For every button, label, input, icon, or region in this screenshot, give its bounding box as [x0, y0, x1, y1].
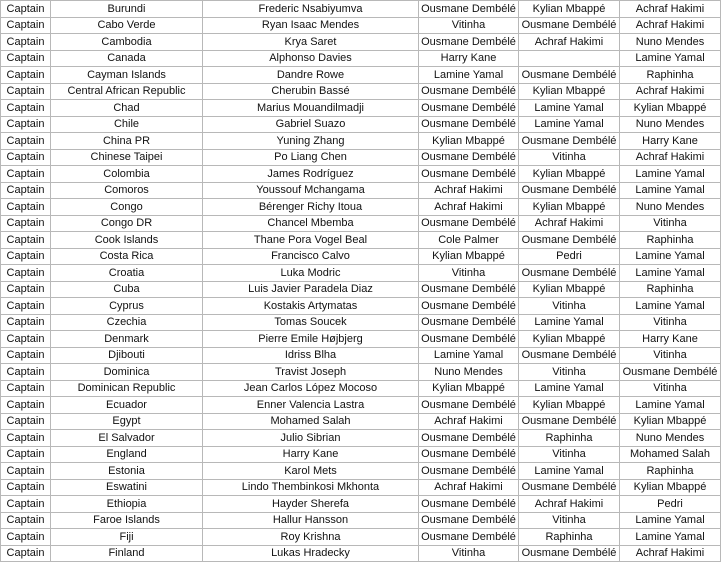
cell-pick2: Achraf Hakimi	[519, 496, 620, 513]
cell-team: Cambodia	[51, 34, 203, 51]
cell-role: Captain	[1, 265, 51, 282]
cell-pick1: Ousmane Dembélé	[419, 463, 519, 480]
cell-player: Po Liang Chen	[203, 149, 419, 166]
cell-player: Jean Carlos López Mocoso	[203, 380, 419, 397]
cell-player: James Rodríguez	[203, 166, 419, 183]
cell-player: Roy Krishna	[203, 529, 419, 546]
table-row	[1, 50, 721, 67]
cell-pick3: Achraf Hakimi	[620, 83, 721, 100]
cell-pick2: Vitinha	[519, 512, 620, 529]
cell-pick2: Raphinha	[519, 529, 620, 546]
cell-role: Captain	[1, 83, 51, 100]
cell-pick1: Lamine Yamal	[419, 347, 519, 364]
cell-team: Cabo Verde	[51, 17, 203, 34]
cell-role: Captain	[1, 364, 51, 381]
cell-pick1: Harry Kane	[419, 50, 519, 67]
cell-pick1: Cole Palmer	[419, 232, 519, 249]
cell-pick3: Vitinha	[620, 314, 721, 331]
cell-team: Cyprus	[51, 298, 203, 315]
cell-role: Captain	[1, 298, 51, 315]
cell-role: Captain	[1, 248, 51, 265]
cell-pick1: Kylian Mbappé	[419, 380, 519, 397]
cell-player: Francisco Calvo	[203, 248, 419, 265]
cell-pick3: Nuno Mendes	[620, 116, 721, 133]
cell-pick1: Ousmane Dembélé	[419, 83, 519, 100]
cell-role: Captain	[1, 496, 51, 513]
cell-pick3: Kylian Mbappé	[620, 413, 721, 430]
cell-role: Captain	[1, 281, 51, 298]
cell-pick3: Nuno Mendes	[620, 199, 721, 216]
cell-pick1: Ousmane Dembélé	[419, 281, 519, 298]
cell-team: Central African Republic	[51, 83, 203, 100]
cell-team: Fiji	[51, 529, 203, 546]
table-row	[1, 281, 721, 298]
cell-pick3: Raphinha	[620, 232, 721, 249]
table-row	[1, 149, 721, 166]
cell-team: Dominican Republic	[51, 380, 203, 397]
cell-pick3: Mohamed Salah	[620, 446, 721, 463]
table-row	[1, 397, 721, 414]
table-row	[1, 116, 721, 133]
cell-player: Gabriel Suazo	[203, 116, 419, 133]
cell-role: Captain	[1, 512, 51, 529]
cell-pick2: Pedri	[519, 248, 620, 265]
cell-player: Tomas Soucek	[203, 314, 419, 331]
cell-role: Captain	[1, 347, 51, 364]
cell-player: Thane Pora Vogel Beal	[203, 232, 419, 249]
table-row	[1, 100, 721, 117]
cell-pick3: Raphinha	[620, 463, 721, 480]
table-row	[1, 364, 721, 381]
cell-pick1: Ousmane Dembélé	[419, 314, 519, 331]
cell-pick2: Ousmane Dembélé	[519, 133, 620, 150]
cell-pick3: Lamine Yamal	[620, 182, 721, 199]
cell-pick1: Lamine Yamal	[419, 67, 519, 84]
table-row	[1, 133, 721, 150]
cell-team: Croatia	[51, 265, 203, 282]
cell-pick2: Ousmane Dembélé	[519, 265, 620, 282]
table-row	[1, 545, 721, 562]
table-row	[1, 479, 721, 496]
cell-pick2: Kylian Mbappé	[519, 397, 620, 414]
cell-player: Frederic Nsabiyumva	[203, 1, 419, 18]
cell-team: Congo DR	[51, 215, 203, 232]
cell-role: Captain	[1, 182, 51, 199]
cell-pick1: Ousmane Dembélé	[419, 1, 519, 18]
cell-player: Hayder Sherefa	[203, 496, 419, 513]
cell-role: Captain	[1, 413, 51, 430]
cell-pick2: Ousmane Dembélé	[519, 347, 620, 364]
cell-role: Captain	[1, 17, 51, 34]
table-row	[1, 248, 721, 265]
cell-role: Captain	[1, 479, 51, 496]
cell-pick1: Ousmane Dembélé	[419, 446, 519, 463]
cell-player: Lindo Thembinkosi Mkhonta	[203, 479, 419, 496]
cell-pick2: Ousmane Dembélé	[519, 545, 620, 562]
cell-pick2: Ousmane Dembélé	[519, 17, 620, 34]
cell-role: Captain	[1, 149, 51, 166]
cell-team: Faroe Islands	[51, 512, 203, 529]
cell-pick1: Ousmane Dembélé	[419, 512, 519, 529]
cell-pick2: Achraf Hakimi	[519, 34, 620, 51]
cell-pick3: Achraf Hakimi	[620, 545, 721, 562]
cell-player: Bérenger Richy Itoua	[203, 199, 419, 216]
cell-pick2: Kylian Mbappé	[519, 166, 620, 183]
cell-pick3: Lamine Yamal	[620, 529, 721, 546]
cell-team: Czechia	[51, 314, 203, 331]
cell-pick1: Ousmane Dembélé	[419, 116, 519, 133]
table-row	[1, 34, 721, 51]
table-row	[1, 199, 721, 216]
cell-pick3: Kylian Mbappé	[620, 479, 721, 496]
cell-team: Costa Rica	[51, 248, 203, 265]
cell-pick1: Vitinha	[419, 265, 519, 282]
cell-pick3: Raphinha	[620, 281, 721, 298]
cell-role: Captain	[1, 67, 51, 84]
cell-player: Yuning Zhang	[203, 133, 419, 150]
cell-pick3: Vitinha	[620, 215, 721, 232]
cell-team: Canada	[51, 50, 203, 67]
cell-team: Denmark	[51, 331, 203, 348]
cell-pick3: Lamine Yamal	[620, 166, 721, 183]
cell-player: Luis Javier Paradela Diaz	[203, 281, 419, 298]
cell-pick2: Ousmane Dembélé	[519, 182, 620, 199]
cell-pick1: Achraf Hakimi	[419, 479, 519, 496]
cell-pick3: Kylian Mbappé	[620, 100, 721, 117]
cell-team: Chile	[51, 116, 203, 133]
cell-pick2: Ousmane Dembélé	[519, 67, 620, 84]
cell-pick1: Ousmane Dembélé	[419, 100, 519, 117]
cell-pick2: Lamine Yamal	[519, 314, 620, 331]
cell-player: Krya Saret	[203, 34, 419, 51]
table-row	[1, 232, 721, 249]
cell-player: Travist Joseph	[203, 364, 419, 381]
cell-pick2: Vitinha	[519, 446, 620, 463]
cell-pick1: Vitinha	[419, 17, 519, 34]
cell-pick2: Raphinha	[519, 430, 620, 447]
cell-pick3: Achraf Hakimi	[620, 149, 721, 166]
cell-player: Harry Kane	[203, 446, 419, 463]
cell-pick2: Ousmane Dembélé	[519, 413, 620, 430]
cell-role: Captain	[1, 446, 51, 463]
cell-team: Cook Islands	[51, 232, 203, 249]
cell-player: Julio Sibrian	[203, 430, 419, 447]
table-row	[1, 380, 721, 397]
cell-team: China PR	[51, 133, 203, 150]
cell-team: Dominica	[51, 364, 203, 381]
table-row	[1, 298, 721, 315]
table-row	[1, 182, 721, 199]
cell-team: Eswatini	[51, 479, 203, 496]
cell-player: Hallur Hansson	[203, 512, 419, 529]
cell-pick1: Kylian Mbappé	[419, 133, 519, 150]
cell-pick3: Lamine Yamal	[620, 397, 721, 414]
cell-pick2: Ousmane Dembélé	[519, 479, 620, 496]
table-row	[1, 463, 721, 480]
cell-pick1: Achraf Hakimi	[419, 413, 519, 430]
table-row	[1, 67, 721, 84]
cell-pick2: Vitinha	[519, 298, 620, 315]
cell-team: Finland	[51, 545, 203, 562]
cell-pick3: Vitinha	[620, 347, 721, 364]
cell-role: Captain	[1, 133, 51, 150]
cell-player: Karol Mets	[203, 463, 419, 480]
cell-pick2: Kylian Mbappé	[519, 1, 620, 18]
table-row	[1, 496, 721, 513]
cell-player: Kostakis Artymatas	[203, 298, 419, 315]
cell-team: El Salvador	[51, 430, 203, 447]
cell-team: Cuba	[51, 281, 203, 298]
table-row	[1, 512, 721, 529]
cell-role: Captain	[1, 166, 51, 183]
cell-team: Colombia	[51, 166, 203, 183]
cell-team: Ethiopia	[51, 496, 203, 513]
cell-pick2: Kylian Mbappé	[519, 331, 620, 348]
cell-team: Comoros	[51, 182, 203, 199]
cell-pick1: Achraf Hakimi	[419, 199, 519, 216]
cell-player: Youssouf Mchangama	[203, 182, 419, 199]
cell-role: Captain	[1, 100, 51, 117]
cell-pick2: Kylian Mbappé	[519, 199, 620, 216]
cell-role: Captain	[1, 215, 51, 232]
cell-player: Alphonso Davies	[203, 50, 419, 67]
cell-player: Dandre Rowe	[203, 67, 419, 84]
table-row	[1, 314, 721, 331]
table-row	[1, 265, 721, 282]
table-row	[1, 17, 721, 34]
cell-team: Egypt	[51, 413, 203, 430]
cell-role: Captain	[1, 199, 51, 216]
cell-pick3: Lamine Yamal	[620, 298, 721, 315]
cell-pick3: Lamine Yamal	[620, 265, 721, 282]
cell-pick1: Nuno Mendes	[419, 364, 519, 381]
cell-role: Captain	[1, 50, 51, 67]
cell-team: Djibouti	[51, 347, 203, 364]
cell-pick2: Kylian Mbappé	[519, 83, 620, 100]
table-row	[1, 83, 721, 100]
cell-player: Cherubin Bassé	[203, 83, 419, 100]
cell-player: Chancel Mbemba	[203, 215, 419, 232]
cell-pick2: Lamine Yamal	[519, 380, 620, 397]
cell-role: Captain	[1, 232, 51, 249]
cell-role: Captain	[1, 463, 51, 480]
cell-team: Cayman Islands	[51, 67, 203, 84]
cell-role: Captain	[1, 529, 51, 546]
cell-player: Luka Modric	[203, 265, 419, 282]
cell-pick1: Ousmane Dembélé	[419, 166, 519, 183]
cell-pick3: Raphinha	[620, 67, 721, 84]
cell-pick2: Lamine Yamal	[519, 463, 620, 480]
cell-team: Chinese Taipei	[51, 149, 203, 166]
cell-role: Captain	[1, 430, 51, 447]
table-row	[1, 215, 721, 232]
cell-role: Captain	[1, 545, 51, 562]
cell-role: Captain	[1, 380, 51, 397]
cell-pick1: Ousmane Dembélé	[419, 496, 519, 513]
cell-pick3: Harry Kane	[620, 133, 721, 150]
cell-role: Captain	[1, 314, 51, 331]
table-row	[1, 413, 721, 430]
cell-pick1: Ousmane Dembélé	[419, 331, 519, 348]
table-body	[1, 1, 721, 562]
cell-pick3: Lamine Yamal	[620, 512, 721, 529]
table-row	[1, 331, 721, 348]
cell-pick1: Ousmane Dembélé	[419, 397, 519, 414]
cell-player: Pierre Emile Højbjerg	[203, 331, 419, 348]
cell-pick2: Lamine Yamal	[519, 116, 620, 133]
cell-player: Lukas Hradecky	[203, 545, 419, 562]
cell-pick3: Vitinha	[620, 380, 721, 397]
cell-team: Ecuador	[51, 397, 203, 414]
cell-pick2	[519, 50, 620, 67]
cell-pick1: Ousmane Dembélé	[419, 529, 519, 546]
cell-player: Marius Mouandilmadji	[203, 100, 419, 117]
cell-pick3: Nuno Mendes	[620, 34, 721, 51]
table-row	[1, 430, 721, 447]
table-row	[1, 1, 721, 18]
cell-pick3: Lamine Yamal	[620, 50, 721, 67]
cell-pick1: Ousmane Dembélé	[419, 430, 519, 447]
cell-pick1: Kylian Mbappé	[419, 248, 519, 265]
cell-team: England	[51, 446, 203, 463]
cell-pick1: Achraf Hakimi	[419, 182, 519, 199]
cell-pick2: Lamine Yamal	[519, 100, 620, 117]
cell-pick1: Ousmane Dembélé	[419, 298, 519, 315]
cell-role: Captain	[1, 331, 51, 348]
cell-player: Idriss Blha	[203, 347, 419, 364]
cell-role: Captain	[1, 397, 51, 414]
cell-pick1: Ousmane Dembélé	[419, 34, 519, 51]
cell-pick1: Ousmane Dembélé	[419, 215, 519, 232]
cell-pick3: Achraf Hakimi	[620, 1, 721, 18]
cell-pick1: Ousmane Dembélé	[419, 149, 519, 166]
cell-pick2: Ousmane Dembélé	[519, 232, 620, 249]
table-row	[1, 446, 721, 463]
cell-player: Enner Valencia Lastra	[203, 397, 419, 414]
cell-team: Burundi	[51, 1, 203, 18]
cell-role: Captain	[1, 116, 51, 133]
cell-pick1: Vitinha	[419, 545, 519, 562]
cell-player: Ryan Isaac Mendes	[203, 17, 419, 34]
cell-pick3: Ousmane Dembélé	[620, 364, 721, 381]
cell-pick3: Lamine Yamal	[620, 248, 721, 265]
cell-pick3: Achraf Hakimi	[620, 17, 721, 34]
cell-pick2: Vitinha	[519, 149, 620, 166]
cell-pick2: Kylian Mbappé	[519, 281, 620, 298]
table-row	[1, 529, 721, 546]
cell-pick3: Nuno Mendes	[620, 430, 721, 447]
cell-team: Congo	[51, 199, 203, 216]
table-row	[1, 347, 721, 364]
cell-team: Estonia	[51, 463, 203, 480]
table-row	[1, 166, 721, 183]
cell-pick2: Achraf Hakimi	[519, 215, 620, 232]
cell-pick3: Harry Kane	[620, 331, 721, 348]
cell-pick3: Pedri	[620, 496, 721, 513]
cell-pick2: Vitinha	[519, 364, 620, 381]
cell-player: Mohamed Salah	[203, 413, 419, 430]
cell-role: Captain	[1, 34, 51, 51]
cell-team: Chad	[51, 100, 203, 117]
cell-role: Captain	[1, 1, 51, 18]
